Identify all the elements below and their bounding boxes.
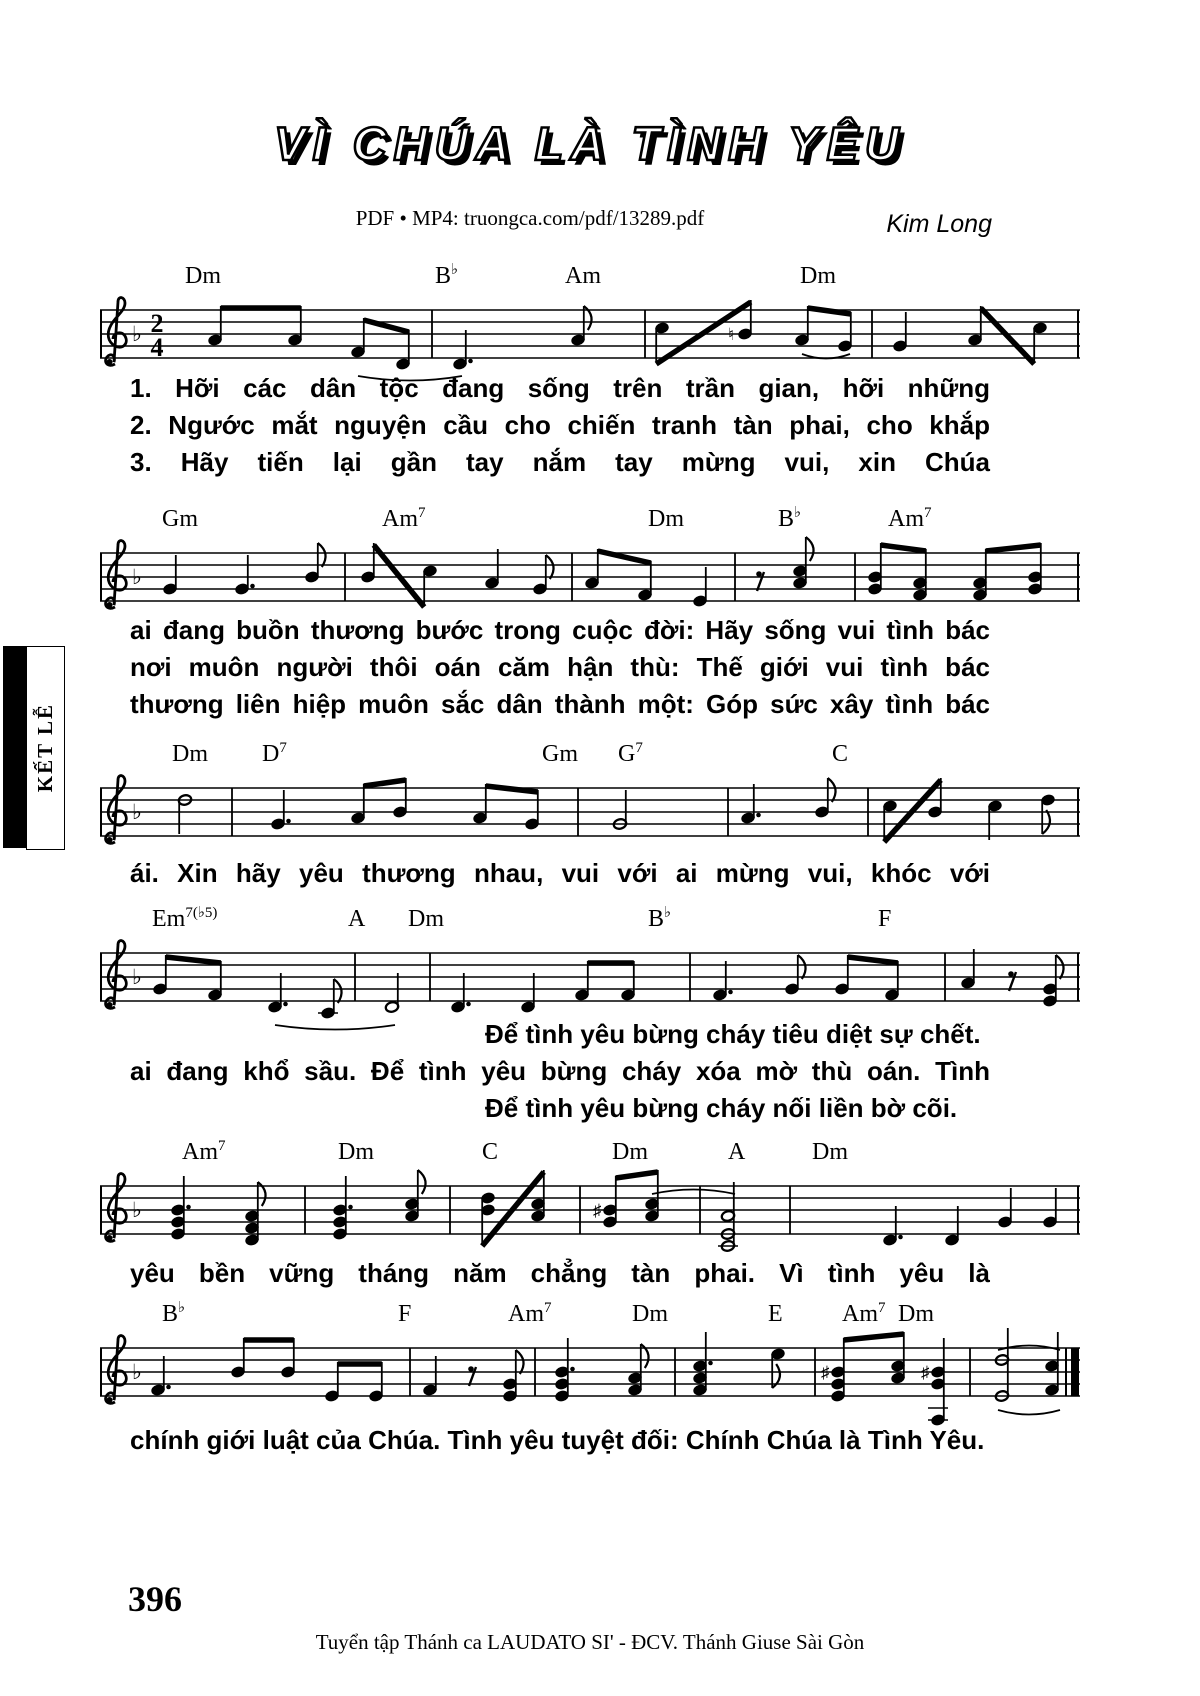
footer-collection-title: Tuyển tập Thánh ca LAUDATO SI' - ĐCV. Thánh Giuse Sài Gòn [315, 1630, 865, 1654]
pdf-link-text: PDF • MP4: truongca.com/pdf/13289.pdf [355, 206, 705, 230]
chord-row [100, 1300, 1080, 1328]
chord-label: F [878, 906, 892, 932]
lyric-line: ái. Xin hãy yêu thương nhau, vui với ai mừng vui, khóc với [130, 858, 990, 888]
lyric-line: thương liên hiệp muôn sắc dân thành một: Góp sức xây tình bác [130, 689, 990, 719]
chord-label: A [348, 906, 366, 932]
chord-label: Dm [898, 1301, 934, 1327]
accidental-sign: ♯ [921, 1363, 930, 1382]
chord-label: Am$^7$ [382, 505, 426, 532]
chord-label: Gm [542, 741, 578, 767]
treble-clef-icon [106, 298, 127, 366]
chord-label: $Em^{7(♭5)}$ [152, 905, 218, 932]
chord-row [100, 905, 1080, 933]
accidental-sign: ♯ [821, 1363, 830, 1382]
lyric-line: chính giới luật của Chúa. Tình yêu tuyệt đối: Chính Chúa là Tình Yêu. [130, 1425, 985, 1455]
chord-label: Gm [162, 506, 198, 532]
staff-system-6 [100, 1300, 1080, 1428]
chord-label: Dm [408, 906, 444, 932]
chord-label: Dm [800, 263, 836, 289]
key-flat-sign: ♭ [132, 322, 142, 346]
sidebar-black-bar [3, 646, 26, 848]
lyric-line: ai đang buồn thương bước trong cuộc đời: Hãy sống vui tình bác [130, 615, 990, 645]
chord-label: Am$^7$ [842, 1300, 886, 1327]
chord-label: Am$^7$ [182, 1138, 226, 1165]
section-tab [26, 646, 65, 850]
staff-system-4 [100, 905, 1080, 1033]
chord-label: $G^7$ [618, 740, 643, 767]
key-flat-sign: ♭ [132, 1198, 142, 1222]
lyric-line: nơi muôn người thôi oán căm hận thù: Thế giới vui tình bác [130, 652, 990, 682]
time-signature: 2 [150, 309, 164, 338]
staff-svg [100, 768, 1080, 868]
lyrics-row-e [130, 1255, 990, 1292]
chord-label: Am$^7$ [888, 505, 932, 532]
chord-label: Dm [812, 1139, 848, 1165]
lyric-line: yêu bền vững tháng năm chẳng tàn phai. Vì tình yêu là [130, 1258, 990, 1288]
chord-label: Dm [185, 263, 221, 289]
chord-row [100, 740, 1080, 768]
lyric-line: Để tình yêu bừng cháy tiêu diệt sự chết. [485, 1019, 981, 1049]
treble-clef-icon [106, 941, 127, 1009]
key-flat-sign: ♭ [132, 565, 142, 589]
lyrics-row-b [130, 612, 990, 723]
treble-clef-icon [106, 1174, 127, 1242]
key-flat-sign: ♭ [132, 965, 142, 989]
chord-label: Am [565, 263, 601, 289]
lyric-line: ai đang khổ sầu. Để tình yêu bừng cháy xóa mờ thù oán. Tình [130, 1056, 990, 1086]
chord-label: E [768, 1301, 783, 1327]
accidental-sign: ♮ [728, 325, 735, 344]
page-title: VÌ CHÚA LÀ TÌNH YÊU [274, 117, 906, 170]
page-number: 396 [128, 1579, 182, 1619]
chord-label: Am$^7$ [508, 1300, 552, 1327]
treble-clef-icon [106, 541, 127, 609]
chord-row [100, 505, 1080, 533]
svg-text:4: 4 [150, 333, 164, 362]
chord-label: A [728, 1139, 746, 1165]
key-flat-sign: ♭ [132, 1360, 142, 1384]
chord-label: Dm [172, 741, 208, 767]
staff-svg [100, 1166, 1080, 1266]
slur-arc [652, 1190, 735, 1195]
lyric-line: 3. Hãy tiến lại gần tay nắm tay mừng vui, xin Chúa [130, 447, 990, 477]
accidental-sign: ♯ [593, 1201, 602, 1220]
lyrics-row-f [130, 1422, 985, 1459]
chord-label: Dm [338, 1139, 374, 1165]
chord-label: Dm [648, 506, 684, 532]
chord-label: B♭ [778, 505, 802, 532]
key-flat-sign: ♭ [132, 800, 142, 824]
treble-clef-icon [106, 1336, 127, 1404]
chord-row [100, 262, 1080, 290]
staff-svg [100, 1328, 1080, 1428]
chord-label: F [398, 1301, 412, 1327]
treble-clef-icon [106, 776, 127, 844]
chord-label: Dm [612, 1139, 648, 1165]
lyric-line: 1. Hỡi các dân tộc đang sống trên trần gian, hỡi những [130, 373, 990, 403]
chord-label: $D^7$ [262, 740, 287, 767]
lyrics-row-c [130, 855, 990, 892]
chord-label: Dm [632, 1301, 668, 1327]
chord-label: B♭ [162, 1300, 186, 1327]
chord-label: B♭ [648, 905, 672, 932]
composer-name: Kim Long [886, 210, 992, 238]
chord-label: C [832, 741, 849, 767]
slur-arc [998, 1410, 1060, 1415]
section-tab-label: KẾT LỄ [33, 703, 57, 793]
chord-label: B♭ [435, 262, 459, 289]
lyric-line: 2. Ngước mắt nguyện cầu cho chiến tranh tàn phai, cho khắp [130, 410, 990, 440]
lyrics-verses [130, 370, 990, 481]
staff-system-3 [100, 740, 1080, 868]
staff-system-5 [100, 1138, 1080, 1266]
chord-row [100, 1138, 1080, 1166]
lyric-line: Để tình yêu bừng cháy nối liền bờ cõi. [485, 1093, 958, 1123]
chord-label: C [482, 1139, 499, 1165]
lyrics-row-d [130, 1016, 990, 1127]
